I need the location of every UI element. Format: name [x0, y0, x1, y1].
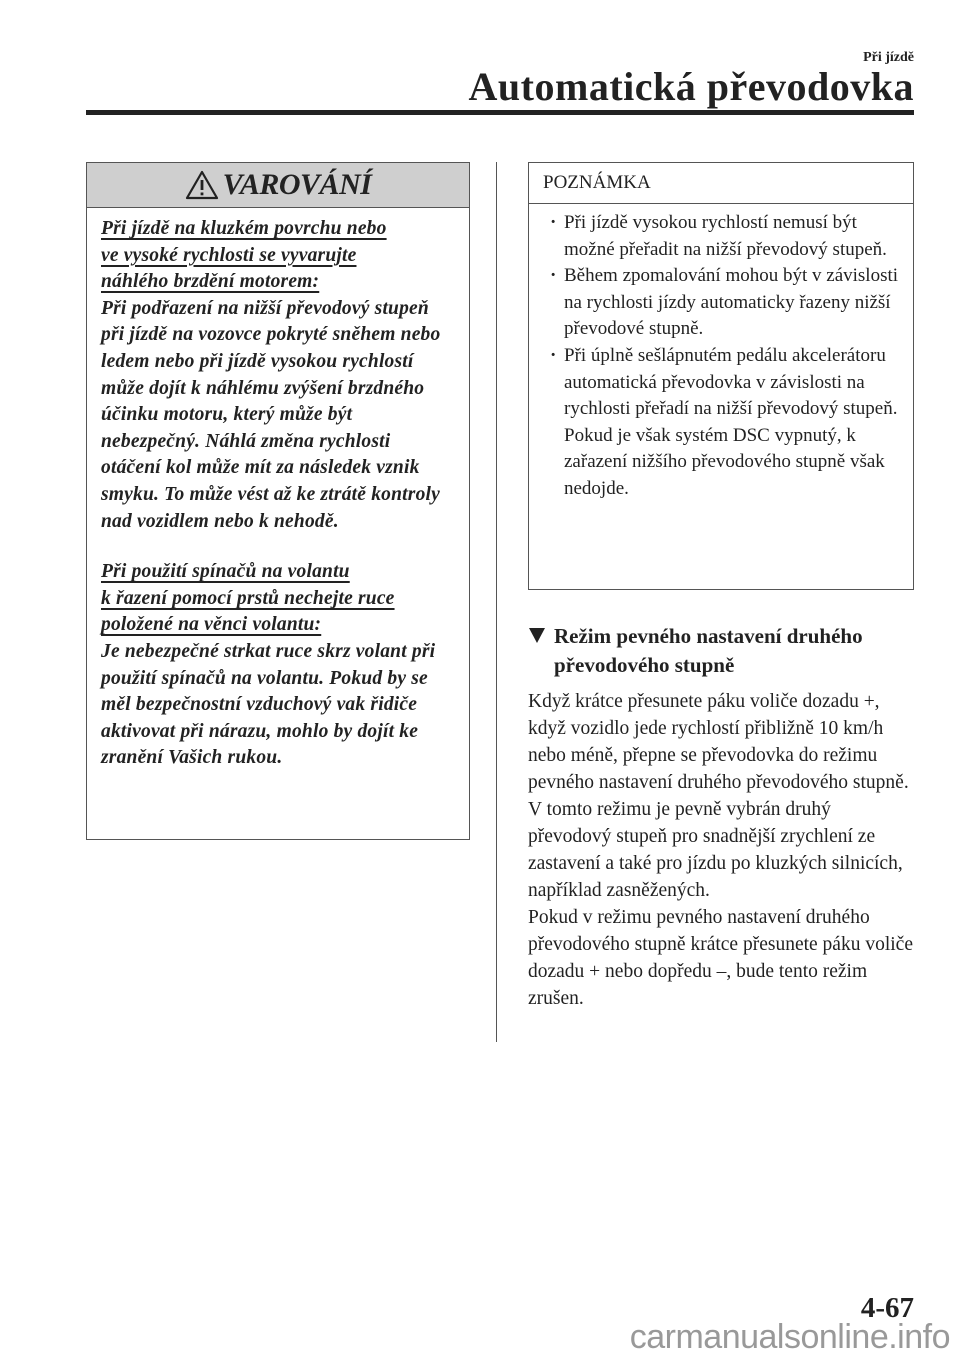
warning-heading-1-line: Při jízdě na kluzkém povrchu nebo [101, 218, 387, 239]
triangle-down-icon [528, 626, 546, 644]
warning-heading-1-line: ve vysoké rychlosti se vyvarujte [101, 244, 357, 266]
note-box [528, 162, 914, 590]
section-body [528, 688, 918, 1012]
warning-text-1: Při podřazení na nižší převodový stupeň při jízdě na vozovce pokryté sněhem nebo ledem nebo při jízdě vysokou rychlostí může dojít k náhlému zvýšení brzdného účinku motoru, který může být nebezpečný. Náhlá změna rychlosti otáčení kol může mít za následek vznik smyku. To může vést až ke ztrátě kontroly nad vozidlem nebo k nehodě. [101, 297, 441, 532]
warning-title: VAROVÁNÍ [222, 168, 372, 201]
warning-box [86, 162, 470, 840]
section-title: Režim pevného nastavení druhého převodového stupně [554, 624, 863, 677]
page-number: 4-67 [860, 1292, 914, 1324]
watermark: carmanualsonline.info [629, 1318, 950, 1356]
warning-text-2: Je nebezpečné strkat ruce skrz volant při použití spínačů na volantu. Pokud by se měl bezpečnostní vzduchový vak řidiče aktivovat při nárazu, mohlo by dojít ke zranění Vašich rukou. [101, 640, 436, 769]
note-item: · Při úplně sešlápnutém pedálu akcelerátoru automatická převodovka v závislosti na rychlosti přeřadí na nižší převodový stupeň. Pokud je však systém DSC vypnutý, k zařazení nižšího převodového stupně však nedojde. [543, 343, 899, 503]
note-title: POZNÁMKA [529, 163, 913, 204]
warning-heading-2-line: Při použití spínačů na volantu [101, 561, 350, 583]
note-list [529, 204, 913, 503]
spacer [101, 535, 455, 559]
warning-triangle-icon [185, 170, 219, 200]
section-heading [528, 622, 914, 680]
warning-heading-2-line: položené na věnci volantu: [101, 614, 322, 636]
warning-heading-2-line: k řazení pomocí prstů nechejte ruce [101, 587, 395, 609]
column-divider [496, 162, 497, 1042]
warning-body [87, 208, 469, 772]
note-item: · Během zpomalování mohou být v závislosti na rychlosti jízdy automaticky řazeny nižší převodové stupně. [543, 263, 899, 343]
warning-header [87, 163, 469, 208]
body-paragraph-2: Pokud v režimu pevného nastavení druhého převodového stupně krátce přesunete páku voliče dozadu + nebo dopředu –, bude tento režim zrušen. [528, 907, 913, 1009]
section-label: Při jízdě [863, 50, 914, 65]
page-title: Automatická převodovka [468, 64, 914, 109]
body-paragraph-1: Když krátce přesunete páku voliče dozadu +, když vozidlo jede rychlostí přibližně 10 km/h nebo méně, přepne se převodovka do režimu pevného nastavení druhého převodového stupně. V tomto režimu je pevně vybrán druhý převodový stupeň pro snadnější zrychlení ze zastavení a také pro jízdu po kluzkých silnicích, například zasněžených. [528, 691, 909, 901]
note-item: · Při jízdě vysokou rychlostí nemusí být možné přeřadit na nižší převodový stupeň. [543, 210, 899, 263]
header-rule [86, 110, 914, 115]
warning-heading-1-line: náhlého brzdění motorem: [101, 271, 320, 293]
